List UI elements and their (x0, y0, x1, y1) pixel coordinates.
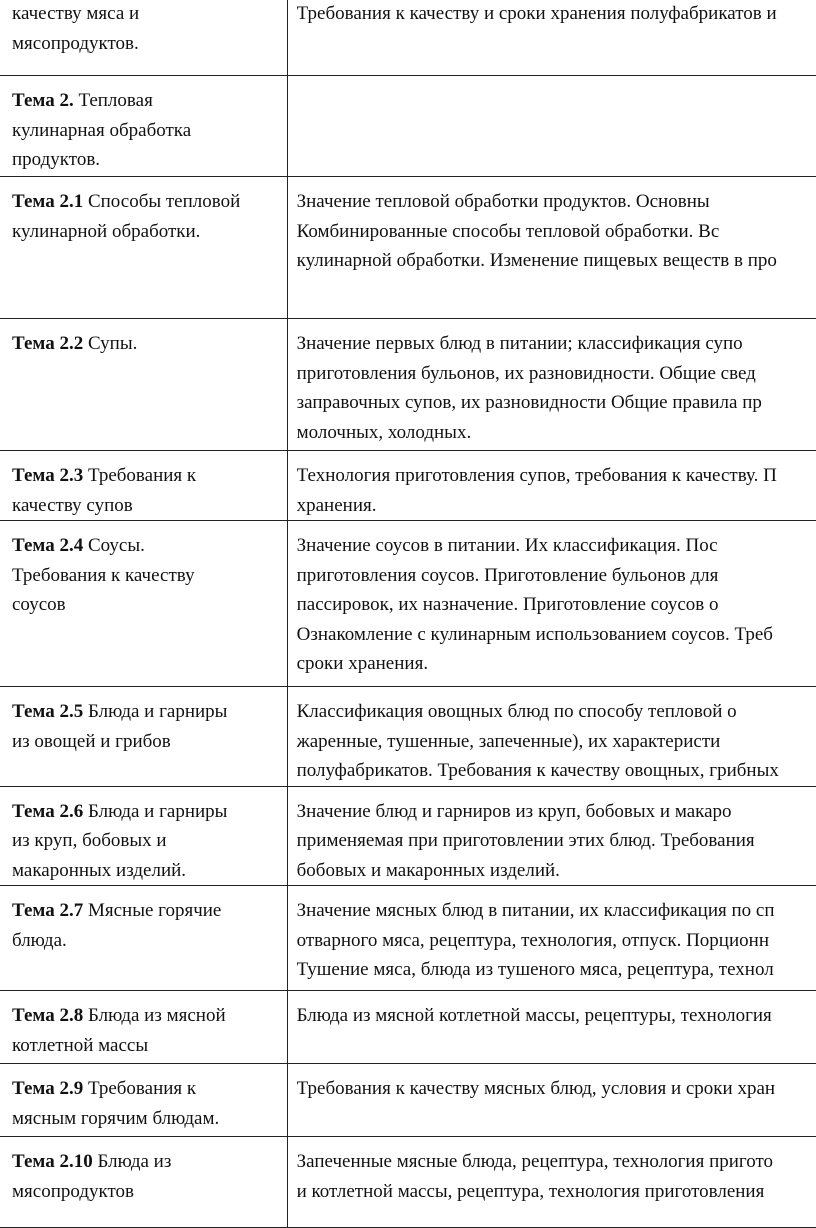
table-row (0, 991, 816, 1064)
topic-cell (0, 687, 287, 787)
topic-title (12, 329, 279, 359)
content-cell (287, 76, 816, 177)
topic-cell (0, 1064, 287, 1137)
content-cell (287, 1137, 816, 1228)
topic-number: Тема 2.1 (12, 191, 84, 212)
topic-number: Тема 2.9 (12, 1078, 84, 1099)
content-line: хранения. (296, 494, 377, 516)
content-line: Требования к качеству и сроки хранения полуфабрикатов и (296, 3, 777, 24)
topic-title (12, 1074, 279, 1133)
table-row (0, 886, 816, 991)
content-line: полуфабрикатов. Требования к качеству овощных, грибных (296, 760, 779, 781)
topic-title-line: из овощей и грибов (12, 730, 171, 752)
table-row (0, 0, 816, 76)
table-row (0, 786, 816, 886)
topic-title (12, 531, 279, 620)
topic-title-line: Соусы. (83, 535, 145, 556)
topic-title (12, 187, 279, 246)
content-line: кулинарной обработки. Изменение пищевых веществ в про (296, 250, 777, 271)
content-cell (287, 319, 816, 451)
content-cell (287, 521, 816, 687)
topic-title-line: из круп, бобовых и (12, 830, 167, 851)
topic-title-line: Требования к (83, 465, 197, 486)
content-line: заправочных супов, их разновидности Общие правила пр (296, 392, 762, 413)
topic-cell (0, 991, 287, 1064)
content-line: Тушение мяса, блюда из тушеного мяса, рецептура, технол (296, 959, 774, 980)
content-line: отварного мяса, рецептура, технология, отпуск. Порционн (296, 929, 769, 951)
topic-title (12, 697, 279, 756)
content-line: молочных, холодных. (296, 421, 472, 443)
content-cell (287, 451, 816, 521)
topic-title-line: мясным горячим блюдам. (12, 1107, 220, 1129)
topic-title (12, 0, 279, 58)
content-line: Значение соусов в питании. Их классификация. Пос (296, 535, 718, 556)
topic-number: Тема 2.2 (12, 333, 84, 354)
topic-title (12, 797, 279, 886)
table-row (0, 319, 816, 451)
topic-number: Тема 2.6 (12, 800, 84, 822)
content-line: Классификация овощных блюд по способу тепловой о (296, 701, 737, 722)
topic-number: Тема 2.5 (12, 701, 84, 722)
table-row (0, 1064, 816, 1137)
topic-title (12, 1147, 279, 1206)
topic-title-line: Тепловая (73, 90, 153, 111)
topic-number: Тема 2.4 (12, 535, 84, 556)
content-line: Требования к качеству мясных блюд, условия и сроки хран (296, 1078, 776, 1099)
table-row (0, 177, 816, 319)
topic-title-line: блюда. (12, 929, 67, 951)
topic-title-line: Способы тепловой (83, 191, 241, 212)
topic-title (12, 86, 279, 175)
table-row (0, 76, 816, 177)
topic-title-line: Мясные горячие (83, 900, 222, 921)
topic-number: Тема 2.8 (12, 1005, 84, 1026)
content-cell (287, 0, 816, 76)
topic-title-line: Супы. (83, 333, 138, 354)
content-line: Технология приготовления супов, требования к качеству. П (296, 465, 777, 486)
content-cell (287, 886, 816, 991)
topic-title-line: Блюда из мясной (83, 1005, 226, 1026)
topic-title-line: макаронных изделий. (12, 859, 187, 881)
topic-title-line: Блюда и гарниры (83, 701, 228, 722)
topic-title-line: кулинарная обработка (12, 119, 192, 141)
content-line: применяемая при приготовлении этих блюд. Требования (296, 830, 755, 851)
content-line: Комбинированные способы тепловой обработки. Вс (296, 220, 720, 242)
content-line: Значение первых блюд в питании; классификация супо (296, 333, 743, 354)
topic-title (12, 896, 279, 955)
topic-title (12, 461, 279, 520)
topic-cell (0, 1137, 287, 1228)
topic-cell (0, 76, 287, 177)
topic-title (12, 1001, 279, 1060)
topic-cell (0, 177, 287, 319)
topic-title-line: качеству супов (12, 494, 133, 516)
content-line: бобовых и макаронных изделий. (296, 859, 560, 881)
content-line: приготовления соусов. Приготовление бульонов для (296, 564, 719, 586)
table-row (0, 1137, 816, 1228)
topic-cell (0, 886, 287, 991)
content-cell (287, 786, 816, 886)
table-row (0, 451, 816, 521)
content-cell (287, 991, 816, 1064)
topic-title-line: Требования к качеству (12, 564, 195, 586)
content-line: жаренные, тушенные, запеченные), их характеристи (296, 730, 721, 752)
content-line: Значение блюд и гарниров из круп, бобовых и макаро (296, 800, 732, 822)
topic-number: Тема 2. (12, 90, 74, 111)
content-cell (287, 177, 816, 319)
topic-cell (0, 786, 287, 886)
content-line: Блюда из мясной котлетной массы, рецептуры, технология (296, 1005, 772, 1026)
topic-title-line: качеству мяса и (12, 3, 140, 24)
topic-number: Тема 2.3 (12, 465, 84, 486)
content-line: сроки хранения. (296, 653, 429, 674)
topic-number: Тема 2.10 (12, 1151, 93, 1172)
content-line: Значение мясных блюд в питании, их классификация по сп (296, 900, 775, 921)
topic-title-line: котлетной массы (12, 1034, 149, 1056)
table-row (0, 687, 816, 787)
content-line: Значение тепловой обработки продуктов. Основны (296, 191, 710, 212)
topic-title-line: мясопродуктов (12, 1180, 134, 1202)
topic-number: Тема 2.7 (12, 900, 84, 921)
topic-title-line: Блюда из (92, 1151, 172, 1172)
content-line: приготовления бульонов, их разновидности. Общие свед (296, 362, 756, 384)
content-line: и котлетной массы, рецептура, технология приготовления (296, 1180, 765, 1202)
content-cell (287, 1064, 816, 1137)
topic-cell (0, 0, 287, 76)
topic-title-line: кулинарной обработки. (12, 220, 201, 242)
content-cell (287, 687, 816, 787)
topic-title-line: продуктов. (12, 149, 101, 170)
content-line: пассировок, их назначение. Приготовление соусов о (296, 594, 719, 615)
content-line: Запеченные мясные блюда, рецептура, технология пригото (296, 1151, 774, 1172)
topic-title-line: Блюда и гарниры (83, 800, 228, 822)
topic-cell (0, 451, 287, 521)
topic-title-line: Требования к (83, 1078, 197, 1099)
topic-cell (0, 319, 287, 451)
content-line: Ознакомление с кулинарным использованием соусов. Треб (296, 623, 773, 645)
topic-title-line: мясопродуктов. (12, 32, 139, 54)
topic-cell (0, 521, 287, 687)
topic-title-line: соусов (12, 594, 66, 615)
table-row (0, 521, 816, 687)
